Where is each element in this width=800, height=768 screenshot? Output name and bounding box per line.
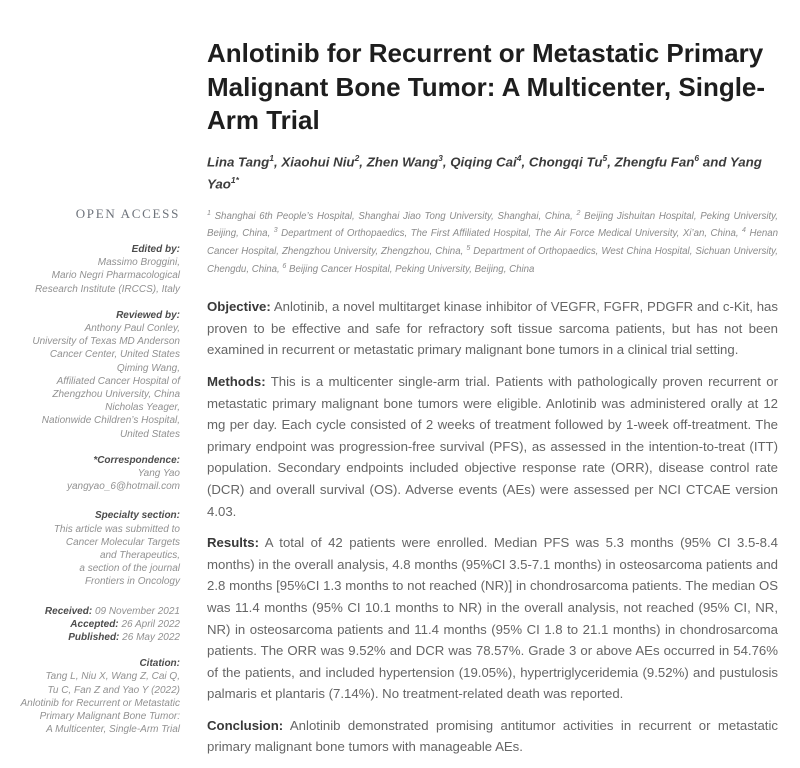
author-name: Zhen Wang	[366, 153, 439, 169]
affiliation-text: Beijing Cancer Hospital, Peking University, Beijing, China	[289, 263, 535, 275]
abstract-section-conclusion	[207, 715, 778, 758]
abstract-section-objective	[207, 296, 778, 361]
sidebar-line: United States	[119, 428, 180, 440]
abstract-section-label: Conclusion:	[207, 717, 284, 733]
author-name: Chongqi Tu	[528, 153, 603, 169]
abstract-section-results	[207, 532, 778, 705]
sidebar-line: Zhengzhou University, China	[52, 389, 180, 401]
abstract	[207, 296, 778, 758]
sidebar-line: This article was submitted to	[53, 523, 180, 535]
sidebar-line: and Therapeutics,	[99, 550, 180, 562]
sidebar-line: Research Institute (IRCCS), Italy	[34, 283, 180, 295]
sidebar-date-label: Published:	[68, 632, 120, 644]
abstract-section-label: Methods:	[207, 373, 266, 389]
sidebar-line: Nicholas Yeager,	[105, 402, 180, 414]
abstract-section-text: A total of 42 patients were enrolled. Median PFS was 5.3 months (95% CI 3.5-8.4 months) in the overall analysis, 4.8 months (95%CI 3.5-7.1 months) in osteosarcoma patients and 2.8 months [95%CI 1.3 months to not reached (NR)] in chondrosarcoma patients. The median OS was 11.4 months (95% CI 10.1 months to NR) in the overall analysis, not reached (95% CI, NR, NR) in osteosarcoma patients and 11.4 months (95% CI 1.8 to 21.1 months) in chondrosarcoma patients. The ORR was 9.52% and DCR was 78.57%. Grade 3 or above AEs occurred in 54.76% of the patients, and included hypertension (19.05%), hypertriglyceridemia (9.52%) and pustulosis palmaris et plantaris (7.14%). No treatment-related death was reported.	[207, 535, 779, 702]
affiliation-superscript: 1	[207, 209, 211, 217]
authors-line: Lina Tang$^1$, Xiaohui Niu$^2$, Zhen Wang$^3$, Qiqing Cai$^4$, Chongqi Tu$^5$, Zhengfu Fan$^6$ and Yang Yao$^{1*}$	[207, 152, 762, 192]
sidebar-date-value: 26 April 2022	[121, 618, 180, 630]
sidebar-line: Primary Malignant Bone Tumor:	[39, 711, 180, 723]
affiliation-superscript: 4	[742, 227, 746, 235]
affiliation-text: Henan Cancer Hospital, Zhengzhou University, Zhengzhou, China,	[207, 228, 779, 258]
sidebar-date-label: Accepted:	[70, 618, 119, 630]
sidebar-block-label: Specialty section:	[94, 510, 180, 522]
abstract-section-label: Results:	[207, 535, 260, 551]
author-superscript: 5	[602, 152, 608, 163]
affiliation-text: Beijing Jishuitan Hospital, Peking University, Beijing, China,	[207, 210, 778, 240]
sidebar-line: Anthony Paul Conley,	[84, 323, 180, 335]
sidebar-date-line	[0, 631, 180, 644]
sidebar-block-citation	[0, 657, 180, 736]
sidebar-date-line	[0, 618, 180, 631]
abstract-section-label: Objective:	[207, 299, 271, 315]
sidebar-blocks	[0, 243, 180, 737]
affiliation-text: Department of Orthopaedics, The First Affiliated Hospital, The Air Force Medical University, Xi’an, China,	[281, 228, 739, 240]
sidebar-line: Qiming Wang,	[116, 362, 180, 374]
sidebar-line: A Multicenter, Single-Arm Trial	[46, 724, 180, 736]
sidebar-block-edited-by	[0, 243, 180, 296]
sidebar-date-value: 09 November 2021	[94, 605, 180, 617]
sidebar-line: Yang Yao	[137, 468, 180, 480]
sidebar-line: Cancer Molecular Targets	[65, 536, 180, 548]
sidebar-line: Massimo Broggini,	[97, 257, 180, 269]
sidebar-line: University of Texas MD Anderson	[32, 336, 180, 348]
affiliation-text: Shanghai 6th People’s Hospital, Shanghai Jiao Tong University, Shanghai, China,	[214, 210, 573, 222]
author-superscript: 3	[438, 152, 443, 163]
sidebar-line: Affiliated Cancer Hospital of	[56, 375, 180, 387]
abstract-section-text: Anlotinib demonstrated promising antitumor activities in recurrent or metastatic primary malignant bone tumors with manageable AEs.	[207, 717, 778, 755]
author-name: Qiqing Cai	[450, 153, 517, 169]
author-name: and Yang Yao	[207, 153, 762, 192]
article-info-sidebar	[0, 0, 180, 736]
affiliation-superscript: 6	[282, 262, 287, 270]
abstract-section-text: This is a multicenter single-arm trial. Patients with pathologically proven recurrent or metastatic primary malignant bone tumors were eligible. Anlotinib was administered orally at 12 mg per day. Each cycle consisted of 2 weeks of treatment followed by 1-week off-treatment. The primary endpoint was progression-free survival (PFS), as assessed in the intention-to-treat (ITT) population. Secondary endpoints included objective response rate (ORR), disease control rate (DCR) and overall survival (OS). Adverse events (AEs) were assessed per NCI CTCAE version 4.03.	[207, 373, 778, 519]
author-name: Zhengfu Fan	[614, 153, 695, 169]
author-superscript: 6	[694, 152, 700, 163]
sidebar-line: Frontiers in Oncology	[84, 576, 180, 588]
sidebar-line: Tang L, Niu X, Wang Z, Cai Q,	[45, 671, 180, 683]
sidebar-line: a section of the journal	[79, 563, 180, 575]
abstract-section-methods	[207, 371, 778, 522]
article-main-column	[207, 0, 778, 768]
affiliation-superscript: 5	[466, 244, 471, 252]
sidebar-block-correspondence	[0, 454, 180, 494]
sidebar-block-history-dates	[0, 605, 180, 645]
sidebar-block-label: *Correspondence:	[93, 454, 180, 466]
sidebar-date-line	[0, 605, 180, 618]
author-superscript: 1*	[230, 174, 239, 185]
author-name: Lina Tang	[207, 153, 270, 169]
affiliations	[207, 207, 778, 278]
article-title: Anlotinib for Recurrent or Metastatic Primary Malignant Bone Tumor: A Multicenter, Single-Arm Trial	[207, 38, 766, 135]
affiliation-superscript: 2	[576, 209, 581, 217]
sidebar-line: Tu C, Fan Z and Yao Y (2022)	[47, 684, 180, 696]
sidebar-line: Nationwide Children’s Hospital,	[41, 415, 180, 427]
sidebar-block-label: Reviewed by:	[116, 309, 180, 321]
author-superscript: 2	[354, 152, 360, 163]
affiliation-superscript: 3	[273, 227, 278, 235]
sidebar-block-label: Citation:	[139, 658, 180, 670]
sidebar-date-label: Received:	[44, 605, 93, 617]
affiliation-text: Department of Orthopaedics, West China Hospital, Sichuan University, Chengdu, China,	[207, 246, 778, 275]
author-superscript: 1	[269, 152, 275, 163]
author-superscript: 4	[516, 152, 522, 163]
abstract-section-text: Anlotinib, a novel multitarget kinase inhibitor of VEGFR, FGFR, PDGFR and c-Kit, has proven to be effective and safe for refractory soft tissue sarcoma patients, but has not been examined in recurrent or metastatic primary malignant bone tumors in a clinical trial setting.	[207, 299, 778, 358]
sidebar-block-reviewed-by	[0, 309, 180, 441]
open-access-label: OPEN ACCESS	[75, 206, 180, 221]
sidebar-block-specialty-section	[0, 509, 180, 588]
sidebar-date-value: 26 May 2022	[122, 632, 180, 644]
sidebar-line: Cancer Center, United States	[49, 349, 180, 361]
sidebar-line: yangyao_6@hotmail.com	[67, 481, 180, 493]
sidebar-line: Mario Negri Pharmacological	[51, 270, 180, 282]
author-name: Xiaohui Niu	[281, 153, 355, 169]
sidebar-block-label: Edited by:	[131, 244, 180, 255]
sidebar-line: Anlotinib for Recurrent or Metastatic	[20, 697, 180, 709]
